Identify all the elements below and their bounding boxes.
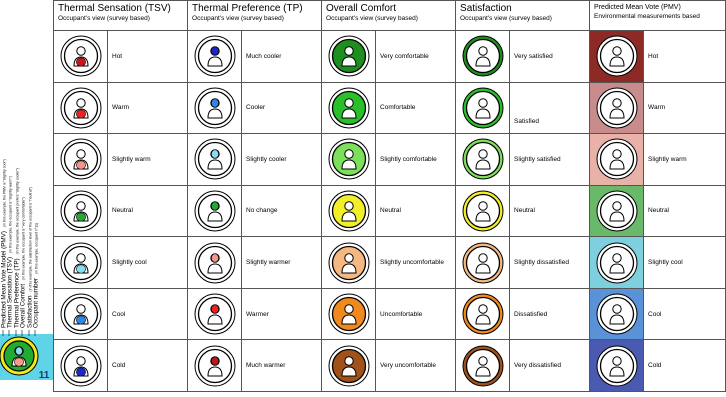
oc-icon-cell: [322, 340, 376, 392]
pmv-icon-cell: [590, 237, 644, 289]
column-title: Overall Comfort: [326, 3, 397, 14]
oc-occupant-icon: [326, 343, 372, 389]
tsv-occupant-icon: [58, 240, 104, 286]
oc-occupant-icon: [326, 33, 372, 79]
tsv-level-label: Warm: [108, 82, 188, 134]
tp-occupant-icon: [192, 85, 238, 131]
oc-occupant-icon: [326, 188, 372, 234]
legend-diagram: [0, 0, 53, 392]
oc-occupant-icon: [326, 85, 372, 131]
tsv-icon-cell: [54, 185, 108, 237]
table-row: [54, 340, 726, 392]
tp-level-label: Warmer: [242, 288, 322, 340]
table-row: [54, 288, 726, 340]
tsv-level-label: Cool: [108, 288, 188, 340]
sat-level-label: Slightly satisfied: [510, 134, 590, 186]
preference-dot: [211, 305, 218, 313]
tsv-icon-cell: [54, 134, 108, 186]
preference-dot: [211, 150, 218, 158]
column-subtitle: Occupant's view (survey based): [192, 15, 284, 22]
column-header-sat: [456, 1, 590, 31]
tp-level-label: Slightly warmer: [242, 237, 322, 289]
tsv-level-label: Neutral: [108, 185, 188, 237]
oc-icon-cell: [322, 134, 376, 186]
tp-occupant-icon: [192, 291, 238, 337]
sat-icon-cell: [456, 31, 510, 83]
pmv-icon-cell: [590, 185, 644, 237]
pmv-level-label: Slightly cool: [644, 237, 726, 289]
pmv-occupant-icon: [594, 188, 640, 234]
table-row: [54, 237, 726, 289]
tp-icon-cell: [188, 185, 242, 237]
column-title: Thermal Preference (TP): [192, 3, 303, 14]
tsv-icon-cell: [54, 340, 108, 392]
tsv-level-label: Slightly warm: [108, 134, 188, 186]
oc-level-label: Slightly uncomfortable: [376, 237, 456, 289]
tp-icon-cell: [188, 31, 242, 83]
sat-level-label: Very dissatisfied: [510, 340, 590, 392]
legend-label-name: Occupant number: [32, 277, 40, 328]
pmv-occupant-icon: [594, 291, 640, 337]
tp-occupant-icon: [192, 33, 238, 79]
pmv-level-label: Slightly warm: [644, 134, 726, 186]
tsv-occupant-icon: [58, 85, 104, 131]
tp-level-label: No change: [242, 185, 322, 237]
legend-label-name: Thermal Sensation (TSV): [6, 256, 14, 328]
column-subtitle: Occupant's view (survey based): [58, 15, 150, 22]
column-title: Predicted Mean Vote (PMV): [594, 4, 681, 11]
sat-level-label: Very satisfied: [510, 31, 590, 83]
legend-label-name: Overall Comfort: [19, 283, 27, 328]
column-subtitle: Occupant's view (survey based): [326, 15, 418, 22]
table-row: [54, 134, 726, 186]
pmv-icon-cell: [590, 82, 644, 134]
oc-level-label: Slightly comfortable: [376, 134, 456, 186]
tp-occupant-icon: [192, 240, 238, 286]
oc-icon-cell: [322, 185, 376, 237]
tp-occupant-icon: [192, 188, 238, 234]
tsv-occupant-icon: [58, 291, 104, 337]
tp-icon-cell: [188, 237, 242, 289]
tsv-occupant-icon: [58, 33, 104, 79]
pmv-occupant-icon: [594, 33, 640, 79]
column-header-pmv: [590, 1, 726, 31]
pmv-icon-cell: [590, 31, 644, 83]
oc-level-label: Uncomfortable: [376, 288, 456, 340]
legend-label: [7, 176, 14, 328]
legend-label-note: (in this example, the satisfaction level of the occupant is "neutral"): [28, 187, 33, 292]
legend-label-note: (in this example, occupant n°11): [34, 222, 39, 274]
tp-icon-cell: [188, 288, 242, 340]
sat-occupant-icon: [460, 343, 506, 389]
legend-panel: [0, 0, 53, 392]
tp-occupant-icon: [192, 136, 238, 182]
tsv-icon-cell: [54, 288, 108, 340]
column-subtitle: Environmental measurements based: [594, 13, 700, 20]
sat-icon-cell: [456, 82, 510, 134]
preference-dot: [211, 47, 218, 55]
oc-icon-cell: [322, 31, 376, 83]
tsv-occupant-icon: [58, 136, 104, 182]
preference-dot: [211, 99, 218, 107]
pmv-icon-cell: [590, 134, 644, 186]
column-header-tp: [188, 1, 322, 31]
tsv-icon-cell: [54, 31, 108, 83]
oc-icon-cell: [322, 237, 376, 289]
header-row: [54, 1, 726, 31]
oc-icon-cell: [322, 82, 376, 134]
oc-occupant-icon: [326, 136, 372, 182]
sat-icon-cell: [456, 340, 510, 392]
sat-occupant-icon: [460, 33, 506, 79]
preference-dot: [211, 253, 218, 261]
tp-icon-cell: [188, 340, 242, 392]
sat-level-label: Satisfied: [510, 82, 590, 134]
legend-label-note: (in this example, the PMV is "slightly cool"): [2, 159, 7, 228]
table-row: [54, 185, 726, 237]
pmv-level-label: Cool: [644, 288, 726, 340]
table-row: [54, 31, 726, 83]
preference-dot: [211, 356, 218, 364]
column-header-tsv: [54, 1, 188, 31]
preference-dot: [211, 202, 218, 210]
legend-label: [20, 197, 27, 328]
oc-level-label: Very uncomfortable: [376, 340, 456, 392]
tp-icon-cell: [188, 134, 242, 186]
tp-level-label: Cooler: [242, 82, 322, 134]
sat-level-label: Slightly dissatisfied: [510, 237, 590, 289]
legend-label-note: (in this example, the occupant prefers "slightly cooler"): [15, 167, 20, 255]
tsv-level-label: Cold: [108, 340, 188, 392]
pmv-occupant-icon: [594, 85, 640, 131]
sat-occupant-icon: [460, 136, 506, 182]
sat-icon-cell: [456, 237, 510, 289]
sat-level-label: Neutral: [510, 185, 590, 237]
oc-level-label: Comfortable: [376, 82, 456, 134]
tp-occupant-icon: [192, 343, 238, 389]
pmv-level-label: Cold: [644, 340, 726, 392]
sat-icon-cell: [456, 288, 510, 340]
legend-label-note: (in this example, the occupant is "very comfortable"): [21, 197, 26, 280]
legend-label-note: (in this example, the occupant is "slightly warm"): [8, 176, 13, 253]
oc-icon-cell: [322, 288, 376, 340]
tsv-occupant-icon: [58, 188, 104, 234]
tp-level-label: Much warmer: [242, 340, 322, 392]
pmv-icon-cell: [590, 340, 644, 392]
oc-level-label: Neutral: [376, 185, 456, 237]
tsv-level-label: Slightly cool: [108, 237, 188, 289]
legend-label-name: Predicted Mean Vote Model (PMV): [0, 231, 8, 328]
tp-level-label: Much cooler: [242, 31, 322, 83]
pmv-level-label: Hot: [644, 31, 726, 83]
sat-level-label: Dissatisfied: [510, 288, 590, 340]
pmv-occupant-icon: [594, 343, 640, 389]
sat-icon-cell: [456, 185, 510, 237]
tsv-icon-cell: [54, 82, 108, 134]
pmv-occupant-icon: [594, 240, 640, 286]
oc-occupant-icon: [326, 291, 372, 337]
sat-occupant-icon: [460, 85, 506, 131]
sat-occupant-icon: [460, 291, 506, 337]
comfort-matrix: [53, 0, 726, 392]
column-title: Satisfaction: [460, 3, 512, 14]
pmv-level-label: Warm: [644, 82, 726, 134]
legend-label-name: Satisfaction: [26, 295, 34, 328]
table-row: [54, 82, 726, 134]
legend-label-name: Thermal Preference (TP): [13, 258, 21, 328]
tp-level-label: Slightly cooler: [242, 134, 322, 186]
oc-level-label: Very comfortable: [376, 31, 456, 83]
tsv-icon-cell: [54, 237, 108, 289]
legend-preference-dot: [16, 347, 23, 355]
column-header-oc: [322, 1, 456, 31]
oc-occupant-icon: [326, 240, 372, 286]
tp-icon-cell: [188, 82, 242, 134]
pmv-occupant-icon: [594, 136, 640, 182]
legend-occupant-number: 11: [38, 370, 50, 381]
tsv-level-label: Hot: [108, 31, 188, 83]
column-subtitle: Occupant's view (survey based): [460, 15, 552, 22]
sat-icon-cell: [456, 134, 510, 186]
legend-label: [33, 223, 40, 328]
pmv-level-label: Neutral: [644, 185, 726, 237]
sat-occupant-icon: [460, 240, 506, 286]
sat-occupant-icon: [460, 188, 506, 234]
pmv-icon-cell: [590, 288, 644, 340]
column-title: Thermal Sensation (TSV): [58, 3, 171, 14]
tsv-occupant-icon: [58, 343, 104, 389]
